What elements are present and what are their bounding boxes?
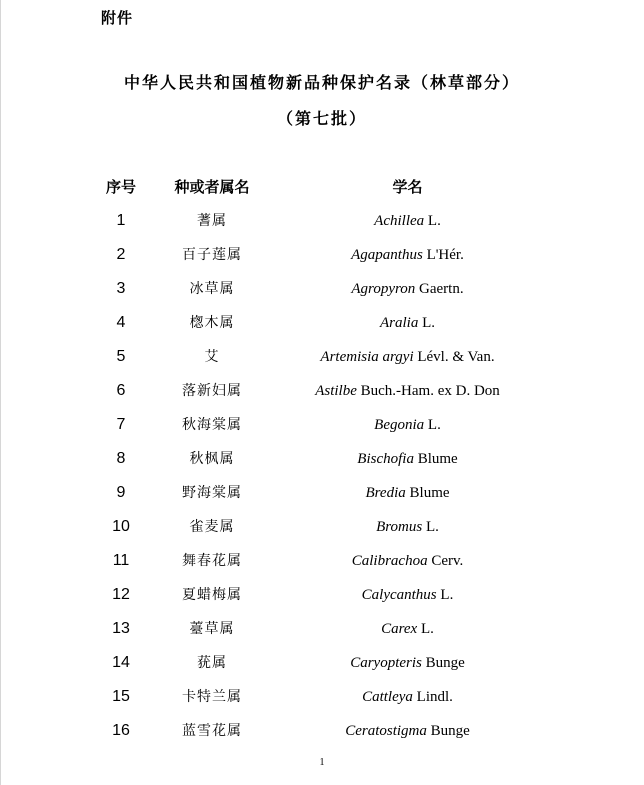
author-citation: Blume — [417, 451, 458, 467]
variety-protection-table — [0, 172, 644, 750]
genus-name: Astilbe — [315, 383, 357, 399]
author-citation: L. — [427, 417, 441, 433]
row-chinese-name: 蓍属 — [197, 213, 227, 229]
row-scientific-name — [285, 716, 530, 750]
row-number: 6 — [116, 382, 126, 399]
genus-name: Calycanthus — [361, 587, 437, 603]
row-scientific-name — [285, 342, 530, 376]
row-scientific-name — [285, 376, 530, 410]
genus-name: Artemisia — [320, 349, 379, 365]
table-row — [0, 580, 644, 614]
genus-name: Carex — [381, 621, 418, 637]
row-scientific-name — [285, 444, 530, 478]
row-scientific-name — [285, 682, 530, 716]
page-number: 1 — [319, 757, 325, 768]
genus-name: Achillea — [374, 213, 425, 229]
genus-name: Cattleya — [362, 689, 413, 705]
row-scientific-name — [285, 274, 530, 308]
row-chinese-name: 蓝雪花属 — [182, 723, 242, 739]
header-scientific-name: 学名 — [392, 178, 423, 196]
row-number: 4 — [116, 314, 126, 331]
row-scientific-name — [285, 580, 530, 614]
row-chinese-name: 薹草属 — [189, 621, 235, 637]
row-number: 1 — [116, 212, 126, 229]
row-scientific-name — [285, 478, 530, 512]
table-row — [0, 478, 644, 512]
table-row — [0, 274, 644, 308]
row-chinese-name: 落新妇属 — [182, 383, 242, 399]
table-row — [0, 410, 644, 444]
row-scientific-name — [285, 614, 530, 648]
row-number: 9 — [116, 484, 126, 501]
row-chinese-name: 野海棠属 — [182, 485, 242, 501]
row-chinese-name: 莸属 — [197, 655, 227, 671]
table-row — [0, 206, 644, 240]
genus-name: Caryopteris — [350, 655, 422, 671]
table-row — [0, 614, 644, 648]
table-row — [0, 648, 644, 682]
author-citation: L. — [440, 587, 454, 603]
row-number: 15 — [112, 688, 130, 705]
author-citation: Lindl. — [416, 689, 453, 705]
table-row — [0, 444, 644, 478]
genus-name: Bischofia — [357, 451, 414, 467]
author-citation: Cerv. — [431, 553, 464, 569]
table-row — [0, 546, 644, 580]
genus-name: Agapanthus — [351, 247, 423, 263]
row-chinese-name: 秋海棠属 — [182, 417, 242, 433]
row-chinese-name: 艾 — [204, 349, 220, 365]
genus-name: Bromus — [376, 519, 423, 535]
row-scientific-name — [285, 410, 530, 444]
attachment-label: 附件 — [101, 9, 134, 27]
row-chinese-name: 卡特兰属 — [182, 689, 242, 705]
table-row — [0, 716, 644, 750]
table-row — [0, 240, 644, 274]
table-row — [0, 512, 644, 546]
row-number: 7 — [116, 416, 126, 433]
row-chinese-name: 楤木属 — [189, 315, 235, 331]
genus-name: Ceratostigma — [345, 723, 427, 739]
document-subtitle: （第七批） — [276, 109, 367, 128]
row-scientific-name — [285, 512, 530, 546]
row-number: 3 — [116, 280, 126, 297]
row-number: 14 — [112, 654, 130, 671]
row-chinese-name: 百子莲属 — [182, 247, 242, 263]
row-number: 16 — [112, 722, 130, 739]
row-scientific-name — [285, 308, 530, 342]
author-citation: Buch.-Ham. ex D. Don — [360, 383, 500, 399]
row-number: 12 — [112, 586, 130, 603]
author-citation: Gaertn. — [419, 281, 464, 297]
author-citation: Lévl. & Van. — [417, 349, 495, 365]
header-chinese-name: 种或者属名 — [174, 178, 250, 196]
genus-name: Calibrachoa — [351, 553, 428, 569]
table-row — [0, 308, 644, 342]
table-header-row — [0, 172, 644, 206]
author-citation: L'Hér. — [426, 247, 464, 263]
document-title: 中华人民共和国植物新品种保护名录（林草部分） — [123, 73, 520, 92]
table-body — [0, 206, 644, 750]
author-citation: Blume — [409, 485, 450, 501]
row-chinese-name: 舞春花属 — [182, 553, 242, 569]
row-chinese-name: 秋枫属 — [189, 451, 235, 467]
author-citation: L. — [420, 621, 434, 637]
row-chinese-name: 夏蜡梅属 — [182, 587, 242, 603]
author-citation: L. — [427, 213, 441, 229]
row-number: 11 — [112, 552, 130, 569]
row-number: 2 — [116, 246, 126, 263]
row-scientific-name — [285, 240, 530, 274]
genus-name: Aralia — [379, 315, 419, 331]
row-number: 13 — [112, 620, 130, 637]
row-number: 8 — [116, 450, 126, 467]
genus-name: Bredia — [365, 485, 406, 501]
genus-name: Begonia — [374, 417, 425, 433]
table-row — [0, 342, 644, 376]
table-row — [0, 682, 644, 716]
row-scientific-name — [285, 546, 530, 580]
header-number: 序号 — [105, 178, 136, 196]
author-citation: L. — [422, 315, 435, 331]
row-scientific-name — [285, 648, 530, 682]
row-chinese-name: 冰草属 — [189, 281, 235, 297]
row-number: 10 — [112, 518, 130, 535]
author-citation: Bunge — [425, 655, 465, 671]
species-epithet: argyi — [382, 349, 414, 365]
row-scientific-name — [285, 206, 530, 240]
genus-name: Agropyron — [351, 281, 416, 297]
row-number: 5 — [116, 348, 126, 365]
author-citation: Bunge — [430, 723, 470, 739]
row-chinese-name: 雀麦属 — [189, 519, 235, 535]
author-citation: L. — [425, 519, 439, 535]
table-row — [0, 376, 644, 410]
